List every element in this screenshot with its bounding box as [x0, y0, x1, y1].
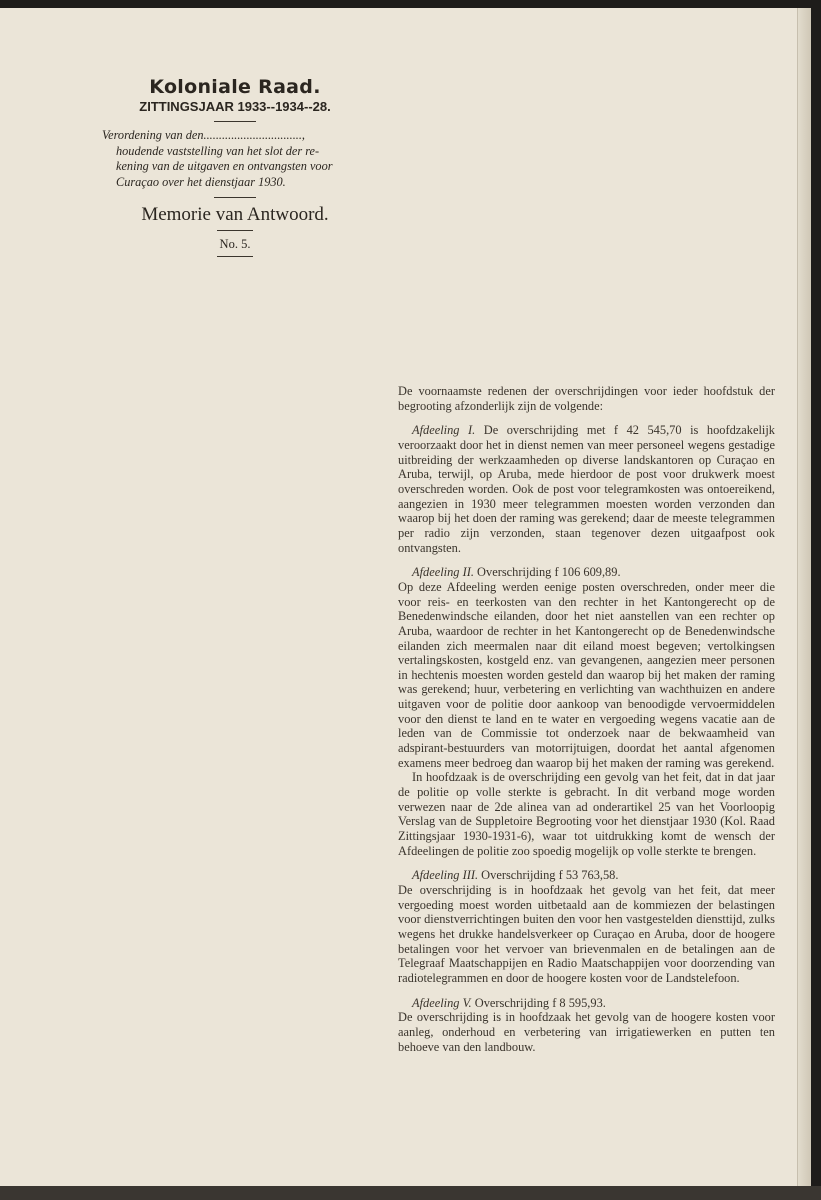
section-heading: Afdeeling II. [412, 565, 474, 580]
section-paragraph: De overschrijding is in hoofdzaak het gevolg van de hoogere kosten voor aanleg, onderhoud en verbetering van irrigatiewerken en putten ten behoeve van den landbouw. [398, 1010, 775, 1054]
ordinance-line: Verordening van den................................, [102, 128, 305, 142]
section-amount: Overschrijding f 53 763,58. [481, 868, 619, 883]
divider [214, 121, 256, 122]
section-paragraph: De overschrijding is in hoofdzaak het gevolg van het feit, dat meer vergoeding moest worden uitbetaald aan de kommiezen der belastingen voor dienstverrichtingen buiten den voor hen vastgestelden diensttijd, zulks wegens het drukke handelsverkeer op Curaçao en Aruba, door de hoogere betalingen voor het vervoer van brievenmalen en de betalingen aan de Telegraaf Maatschappijen en Radio Maatschappijen voor doorzending van radiotelegrammen en door de hoogere kosten voor de Landstelefoon. [398, 883, 775, 985]
section-afdeeling-2 [398, 565, 775, 580]
section-amount: Overschrijding f 8 595,93. [474, 995, 606, 1010]
section-heading: Afdeeling V. [412, 995, 472, 1010]
section-amount: Overschrijding f 106 609,89. [477, 565, 621, 580]
section-heading: Afdeeling III. [412, 868, 479, 883]
section-afdeeling-3 [398, 868, 775, 883]
intro-paragraph: De voornaamste redenen der overschrijdingen voor ieder hoofdstuk der begrooting afzonderlijk zijn de volgende: [398, 384, 775, 413]
ordinance-title [96, 128, 374, 190]
divider [217, 256, 253, 257]
section-paragraph: In hoofdzaak is de overschrijding een gevolg van het feit, dat in dat jaar de politie op volle sterkte is gebracht. In dit verband moge worden verwezen naar de 2de alinea van ad onderartikel 25 van het Voorloopig Verslag van de Suppletoire Begrooting voor het dienstjaar 1930 (Kol. Raad Zittingsjaar 1930-1931-6), waar tot uitdrukking komt de wensch der Afdeelingen de politie zoo spoedig mogelijk op volle sterkte te brengen. [398, 770, 775, 858]
divider [214, 197, 256, 198]
section-afdeeling-1 [398, 423, 775, 555]
section-afdeeling-5 [398, 996, 775, 1011]
section-paragraph: Op deze Afdeeling werden eenige posten overschreden, onder meer die voor reis- en teerkosten van den rechter in het Kantongerecht op de Benedenwindsche eilanden, door het niet aanstellen van een rechter op Aruba, waardoor de rechter in het Kantongerecht op de Benedenwindsche eilanden zich meermalen naar dit eiland moest begeven; vertolkingsen vertalingskosten, kostgeld enz. van gevangenen, aangezien meer personen in hechtenis moesten worden gesteld dan waarop bij het maken der raming was gerekend; huur, verbetering en verlichting van wachthuizen en andere uitgaven voor de politie door aankoop van benoodigde vervoermiddelen voor den dienst te land en te water en vergoeding wegens vacatie aan de leden van de Commissie tot onderzoek naar de bekwaamheid van adspirant-bestuurders van motorrijtuigen, doordat het aantal afgenomen examens meer bedroeg dan waarop bij het maken der raming was gerekend. [398, 579, 775, 770]
ordinance-line: kening van de uitgaven en ontvangsten voor [116, 159, 333, 173]
session-year: ZITTINGSJAAR 1933--1934--28. [139, 99, 331, 114]
section-heading: Afdeeling I. [412, 423, 476, 438]
page-edge-bottom [0, 1186, 821, 1200]
document-number: No. 5. [219, 237, 251, 251]
document-header [96, 76, 374, 263]
ordinance-line: Curaçao over het dienstjaar 1930. [116, 174, 286, 189]
council-title: Koloniale Raad. [149, 76, 321, 98]
document-type: Memorie van Antwoord. [141, 204, 329, 225]
section-text: De overschrijding met f 42 545,70 is hoofdzakelijk veroorzaakt door het in dienst nemen van meer personeel wegens gestadige uitbreiding der werkzaamheden op diverse landskantoren op Curaçao en Aruba, terwijl, op Aruba, mede hierdoor de post voor drukwerk moest overschreden worden. Ook de post voor telegramkosten was ontoereikend, aangezien in 1930 meer telegrammen moesten worden verzonden dan waarop bij het doen der raming was gerekend; daar de meeste telegrammen per radio zijn verzonden, staan tegenover dezen uitgaafpost ook ontvangsten. [398, 423, 775, 555]
ordinance-line: houdende vaststelling van het slot der re- [116, 143, 320, 158]
page-edge-right [797, 8, 811, 1186]
memorandum-body [398, 384, 775, 1054]
divider [217, 230, 253, 231]
